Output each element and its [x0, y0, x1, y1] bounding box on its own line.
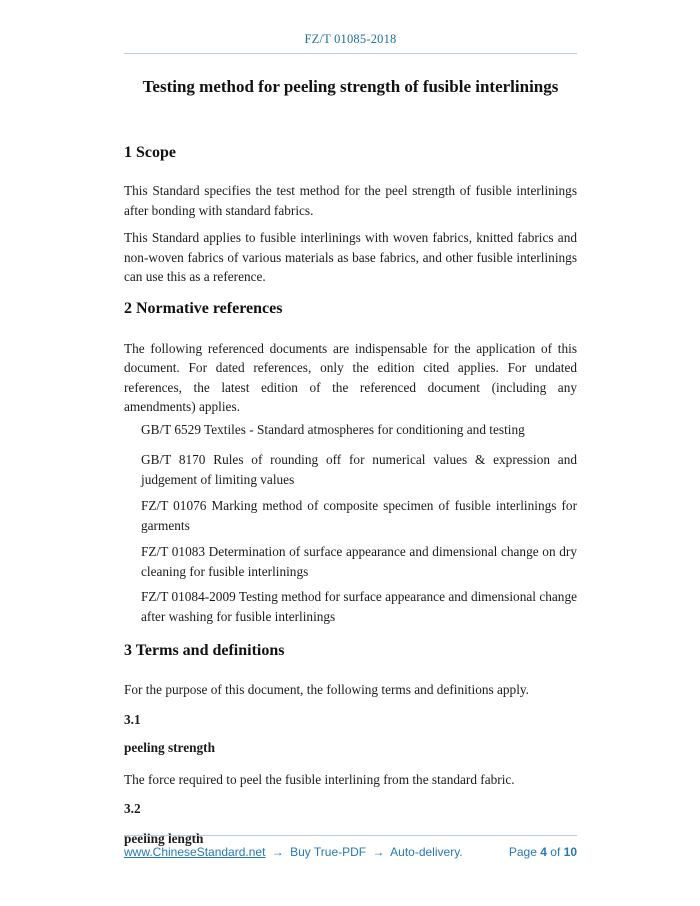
page-of-label: of	[550, 845, 561, 859]
reference-item: GB/T 8170 Rules of rounding off for numerical values & expression and judgement of limiting values	[141, 452, 577, 487]
term-number: 3.2	[124, 801, 141, 816]
scope-paragraph-1: This Standard specifies the test method for the peel strength of fusible interlinings after bonding with standard fabrics.	[124, 183, 577, 218]
reference-item: FZ/T 01083 Determination of surface appearance and dimensional change on dry cleaning for fusible interlinings	[141, 544, 577, 579]
arrow-icon: →	[372, 845, 385, 859]
page-current: 4	[540, 845, 547, 859]
header-doc-number: FZ/T 01085-2018	[304, 32, 397, 46]
section-heading-normative-references: 2 Normative references	[124, 299, 283, 317]
footer-buy-label: Buy True-PDF	[290, 845, 367, 859]
reference-item: GB/T 6529 Textiles - Standard atmospheres for conditioning and testing	[141, 421, 525, 437]
term-name: peeling strength	[124, 740, 215, 755]
page-footer	[124, 835, 577, 859]
section-heading-terms-definitions: 3 Terms and definitions	[124, 642, 285, 659]
section-heading-scope: 1 Scope	[124, 144, 176, 161]
site-link[interactable]: www.ChineseStandard.net	[124, 845, 266, 859]
page-content	[124, 0, 577, 848]
page-total: 10	[563, 845, 577, 859]
term-number: 3.1	[124, 711, 141, 727]
reference-item: FZ/T 01084-2009 Testing method for surface appearance and dimensional change after washing for fusible interlinings	[141, 589, 577, 624]
terms-intro-paragraph: For the purpose of this document, the following terms and definitions apply.	[124, 682, 529, 697]
term-name: peeling length	[124, 830, 204, 846]
page-label: Page	[508, 845, 537, 859]
term-definition: The force required to peel the fusible interlining from the standard fabric.	[124, 771, 515, 787]
scope-paragraph-2: This Standard applies to fusible interlinings with woven fabrics, knitted fabrics and non-woven fabrics of various materials as base fabrics, and other fusible interlinings can use this as a reference.	[124, 230, 577, 284]
document-title: Testing method for peeling strength of fusible interlinings	[142, 77, 559, 96]
footer-site-line	[124, 845, 466, 859]
arrow-icon: →	[271, 845, 284, 859]
header-rule	[124, 53, 577, 54]
normative-intro-paragraph: The following referenced documents are indispensable for the application of this document. For dated references, only the edition cited applies. For undated references, the latest edition of the referenced document (including any amendments) applies.	[124, 340, 577, 414]
reference-item: FZ/T 01076 Marking method of composite specimen of fusible interlinings for garments	[141, 498, 577, 533]
footer-delivery-label: Auto-delivery.	[390, 845, 463, 859]
footer-page-indicator	[509, 845, 577, 859]
